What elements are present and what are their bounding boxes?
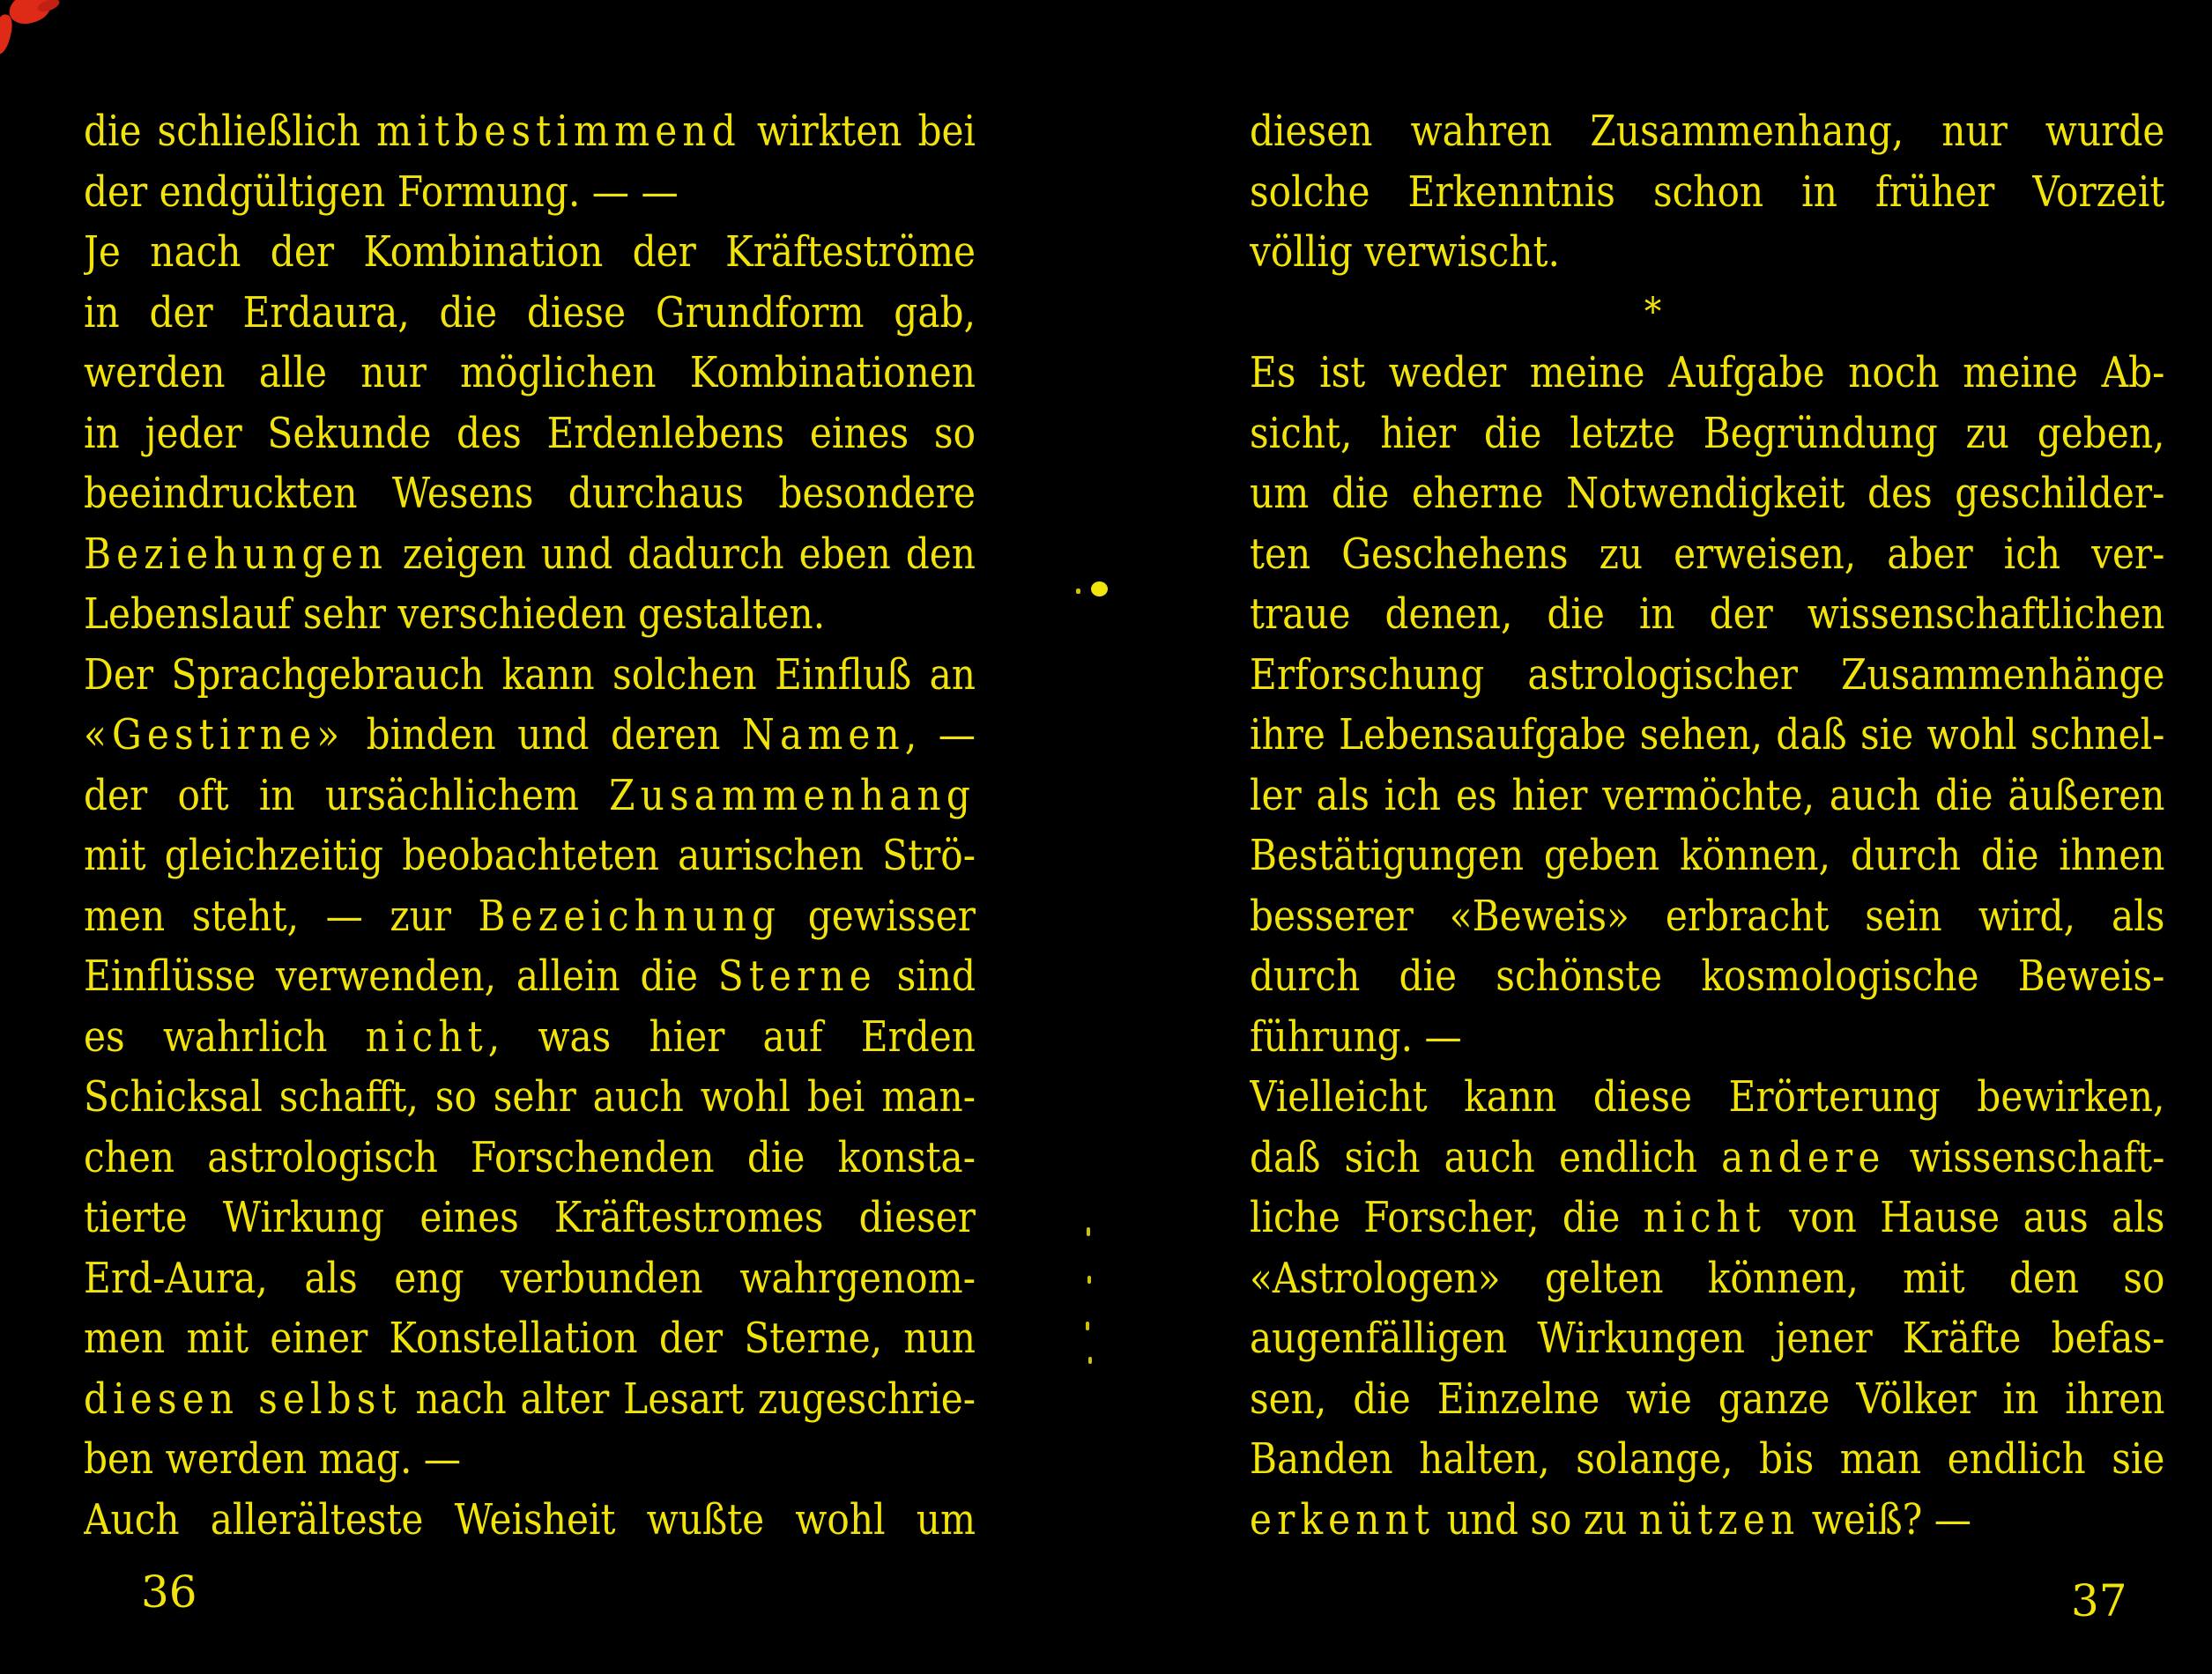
text-line [84,1369,976,1430]
text-segment: nach alter Lesart zugeschrie- [401,1374,976,1424]
text-segment: liche Forscher, die [1250,1193,1644,1242]
text-segment: der endgültigen Formung. — — [84,167,679,217]
text-line [84,645,976,706]
text-segment: völlig verwischt. [1250,227,1560,277]
ink-speck [1087,1227,1090,1236]
text-line [1250,1490,2164,1551]
text-line [84,101,976,162]
page-37-text-column [1250,101,2164,1550]
text-segment: , — [904,710,976,759]
text-line [1250,826,2164,886]
text-line [84,1308,976,1369]
text-line [1250,1188,2164,1248]
text-line [1250,886,2164,947]
text-segment: werden alle nur möglichen Kombinationen [84,348,976,397]
text-segment: Erforschung astrologischer Zusammenhänge [1250,649,2165,700]
text-segment: ben werden mag. — [84,1434,462,1484]
text-segment: , was hier auf Erden [487,1011,976,1062]
text-line [84,1188,976,1248]
text-line [1250,404,2164,464]
text-segment: durch die schönste kosmologische Beweis- [1250,952,2165,1001]
text-line [1250,1007,2164,1068]
text-segment: tierte Wirkung eines Kräftestromes dieser [84,1193,976,1242]
text-segment: Der Sprachgebrauch kann solchen Einfluß an [84,649,976,700]
text-segment: ihre Lebensaufgabe sehen, daß sie wohl schnel- [1250,710,2165,759]
text-segment: men steht, — zur [84,891,479,941]
text-line [1250,1067,2164,1128]
text-segment: traue denen, die in der wissenschaftlichen [1250,589,2165,639]
text-line [84,463,976,524]
text-line [84,222,976,283]
text-line [84,1490,976,1551]
letterspaced-text: Bezeichnung [478,891,782,941]
letterspaced-text: Sterne [717,952,877,1001]
text-segment: augenfälligen Wirkungen jener Kräfte befas- [1250,1314,2165,1363]
text-segment: und so zu [1435,1494,1639,1544]
text-line [84,1007,976,1068]
text-segment: Erd-Aura, als eng verbunden wahrgenom- [84,1253,976,1303]
text-segment: ten Geschehens zu erweisen, aber ich ver- [1250,529,2165,579]
text-line [84,886,976,947]
text-segment: «Astrologen» gelten können, mit den so [1250,1253,2165,1303]
text-line [1250,463,2164,524]
text-segment: ler als ich es hier vermöchte, auch die äußeren [1250,770,2165,820]
page-number-right: 37 [2071,1575,2127,1626]
text-line [84,1429,976,1490]
text-line [84,584,976,645]
text-segment: solche Erkenntnis schon in früher Vorzeit [1250,167,2165,217]
text-line [1250,705,2164,766]
text-segment: es wahrlich [84,1011,366,1062]
text-line [84,404,976,464]
text-line [84,1248,976,1309]
text-segment: diesen wahren Zusammenhang, nur wurde [1250,107,2165,156]
text-segment: daß sich auch endlich [1250,1132,1722,1182]
ink-blot [1091,581,1108,596]
text-segment: in der Erdaura, die diese Grundform gab, [84,287,976,337]
text-segment: wirkten bei [740,107,976,156]
text-line [84,1128,976,1189]
text-segment: men mit einer Konstellation der Sterne, nun [84,1314,976,1363]
text-line [1250,1429,2164,1490]
section-break-asterisk [1250,283,2164,344]
text-segment: binden und deren [345,710,742,759]
text-segment: chen astrologisch Forschenden die konsta- [84,1132,976,1182]
text-segment: Lebenslauf sehr verschieden gestalten. [84,589,826,639]
text-segment: Schicksal schafft, so sehr auch wohl bei man- [84,1072,976,1122]
text-line [1250,1248,2164,1309]
ink-speck [1088,1357,1092,1364]
letterspaced-text: nicht [1643,1193,1766,1242]
text-line [84,524,976,585]
text-line [84,766,976,826]
text-segment: Vielleicht kann diese Erörterung bewirken, [1250,1072,2165,1122]
text-segment: mit gleichzeitig beobachteten aurischen Strö- [84,831,976,880]
letterspaced-text: Zusammenhang [609,770,976,820]
text-segment: die schließlich [84,107,377,156]
text-segment: Auch allerälteste Weisheit wußte wohl um [84,1494,976,1544]
text-segment: sen, die Einzelne wie ganze Völker in ihren [1250,1374,2165,1424]
text-line [84,343,976,404]
text-segment: von Hause aus als [1765,1193,2165,1242]
text-line [1250,645,2164,706]
text-segment: in jeder Sekunde des Erdenlebens eines so [84,408,976,458]
text-line [84,283,976,344]
text-line [1250,343,2164,404]
text-segment: um die eherne Notwendigkeit des geschilder- [1250,469,2165,518]
text-segment: Es ist weder meine Aufgabe noch meine Ab- [1250,348,2165,397]
letterspaced-text: «Gestirne» [84,710,345,759]
text-line [1250,766,2164,826]
text-segment: zeigen und dadurch eben den [388,529,976,579]
text-line [1250,1369,2164,1430]
text-segment: der oft in ursächlichem [84,770,610,820]
text-segment: Einflüsse verwenden, allein die [84,952,718,1001]
letterspaced-text: andere [1721,1132,1886,1182]
text-line [84,826,976,886]
ink-speck [1076,589,1080,594]
text-segment: führung. — [1250,1011,1462,1062]
text-line [1250,101,2164,162]
letterspaced-text: nicht [365,1011,488,1062]
text-line [1250,162,2164,223]
text-line [1250,1128,2164,1189]
ink-speck [1086,1322,1089,1330]
letterspaced-text: Namen [741,710,905,759]
text-segment: Banden halten, solange, bis man endlich sie [1250,1434,2165,1484]
text-segment: Bestätigungen geben können, durch die ihnen [1250,831,2165,880]
letterspaced-text: erkennt [1250,1494,1436,1544]
text-segment: Je nach der Kombination der Kräfteströme [84,227,976,277]
text-line [84,705,976,766]
text-line [84,946,976,1007]
page-number-left: 36 [141,1567,197,1618]
text-segment: beeindruckten Wesens durchaus besondere [84,469,976,518]
text-segment: sind [876,952,976,1001]
letterspaced-text: Beziehungen [84,529,389,579]
letterspaced-text: nützen [1638,1494,1800,1544]
text-line [84,162,976,223]
text-line [1250,222,2164,283]
text-line [1250,1308,2164,1369]
text-segment: gewisser [781,891,976,941]
page-36-text-column [84,101,976,1550]
text-line [1250,584,2164,645]
text-line [84,1067,976,1128]
text-line [1250,946,2164,1007]
text-segment: sicht, hier die letzte Begründung zu geben, [1250,408,2165,458]
ink-speck [1087,1276,1091,1284]
letterspaced-text: diesen selbst [84,1374,402,1424]
text-segment: besserer «Beweis» erbracht sein wird, als [1250,891,2165,941]
text-segment: * [1644,289,1662,335]
letterspaced-text: mitbestimmend [376,107,741,156]
text-segment: wissenschaft- [1885,1132,2165,1182]
text-segment: weiß? — [1800,1494,1971,1544]
text-line [1250,524,2164,585]
